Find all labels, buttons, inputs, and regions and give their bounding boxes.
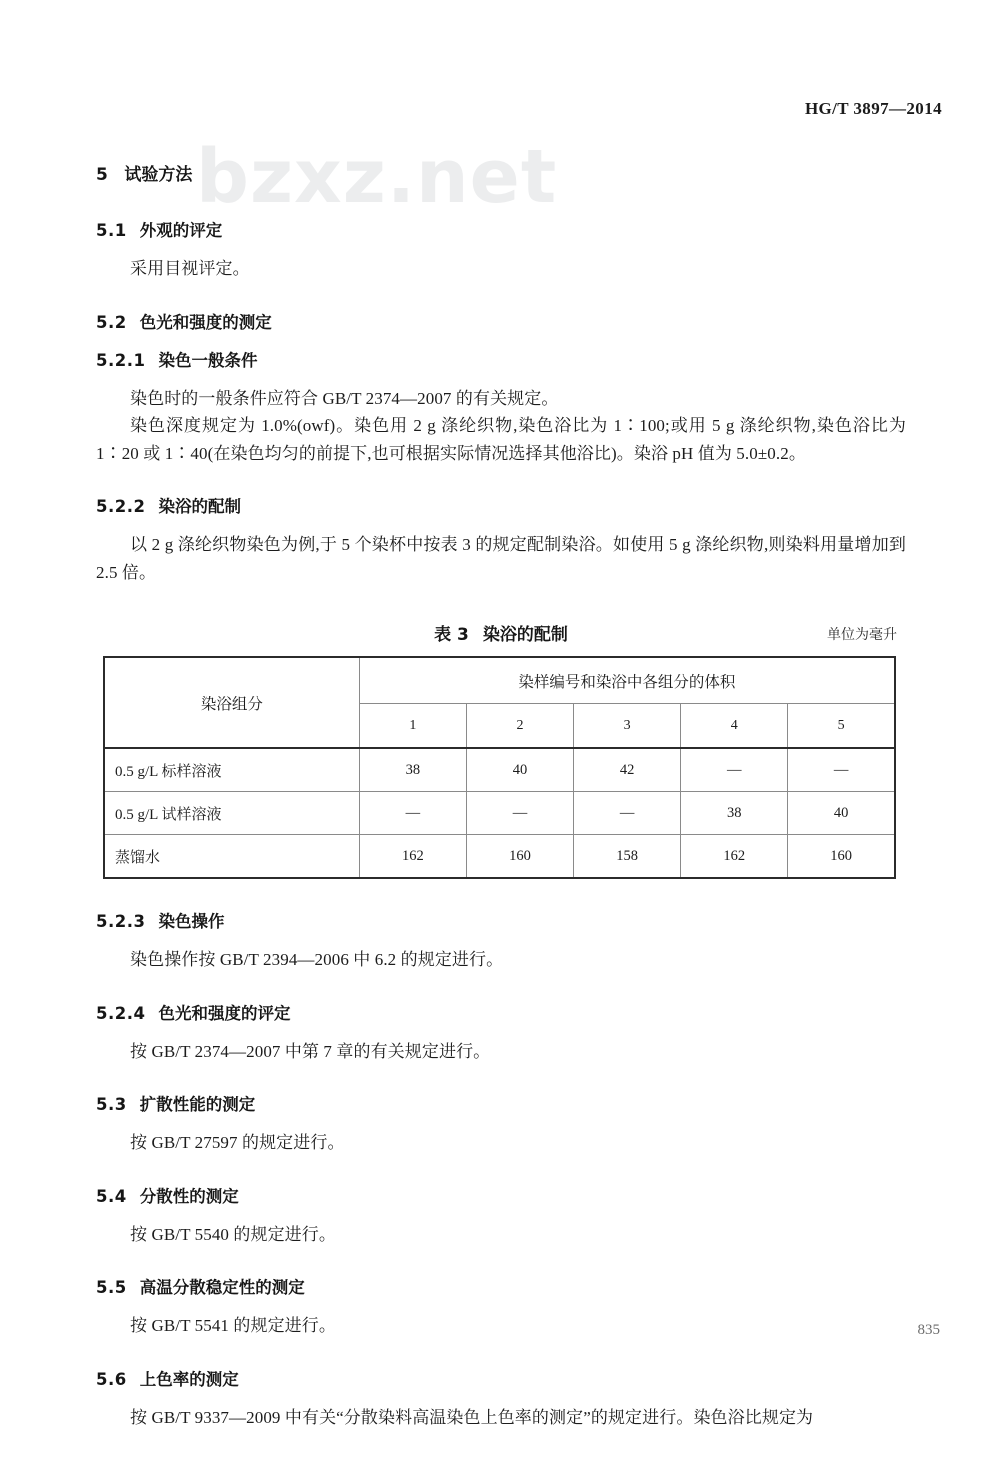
table-row-0-component: 0.5 g/L 标样溶液: [104, 748, 359, 792]
paragraph-block-5-5: [96, 1312, 906, 1340]
table-row-0-value-4: —: [681, 748, 788, 792]
table-caption-label: 表 3: [434, 625, 469, 646]
heading-section-5-1: [96, 217, 906, 241]
table-row-1-component: 0.5 g/L 试样溶液: [104, 792, 359, 835]
table-row-2-value-2: 160: [466, 835, 573, 879]
section-5-2-3-title: 染色操作: [158, 912, 225, 932]
section-5-2-2-number: 5.2.2: [96, 497, 146, 517]
table-row-0-value-1: 38: [359, 748, 466, 792]
section-5-3-number: 5.3: [96, 1095, 127, 1115]
heading-section-5-2-4: [96, 1000, 906, 1024]
table-header-sample-3: 3: [574, 704, 681, 749]
running-head-standard-code: HG/T 3897—2014: [804, 99, 942, 118]
heading-section-5-2: [96, 309, 906, 333]
section-5-5-number: 5.5: [96, 1278, 127, 1298]
section-5-2-title: 色光和强度的测定: [139, 312, 272, 332]
section-5-2-number: 5.2: [96, 312, 127, 332]
paragraph-5-2-2-1: 以 2 g 涤纶织物染色为例,于 5 个染杯中按表 3 的规定配制染浴。如使用 5 g 涤纶织物,则染料用量增加到 2.5 倍。: [96, 535, 906, 582]
table-row-1-value-4: 38: [681, 792, 788, 835]
page-content: [96, 160, 906, 1457]
table-header-span: 染样编号和染浴中各组分的体积: [359, 657, 895, 704]
paragraph-5-6-1: 按 GB/T 9337—2009 中有关“分散染料高温染色上色率的测定”的规定进行。染色浴比规定为: [130, 1407, 814, 1427]
table-caption: [96, 620, 906, 645]
paragraph-5-5-1: 按 GB/T 5541 的规定进行。: [130, 1316, 336, 1336]
section-5-2-4-number: 5.2.4: [96, 1003, 146, 1023]
paragraph-5-4-1: 按 GB/T 5540 的规定进行。: [130, 1224, 336, 1244]
table-row-2-value-1: 162: [359, 835, 466, 879]
section-5-2-4-title: 色光和强度的评定: [158, 1003, 291, 1023]
section-5-2-1-title: 染色一般条件: [158, 350, 258, 370]
paragraph-block-5-2-1: [96, 385, 906, 468]
table-caption-row: [96, 620, 906, 646]
heading-clause-5: [96, 160, 906, 185]
section-5-4-title: 分散性的测定: [139, 1186, 239, 1206]
heading-section-5-2-2: [96, 493, 906, 517]
table-row-1-value-2: —: [466, 792, 573, 835]
paragraph-5-3-1: 按 GB/T 27597 的规定进行。: [130, 1133, 345, 1153]
table-caption-title: 染浴的配制: [482, 625, 568, 646]
table-row-2-value-4: 162: [681, 835, 788, 879]
table-row: [104, 792, 895, 835]
paragraph-block-5-1: [96, 255, 906, 283]
table-header-row-1: [104, 657, 895, 704]
paragraph-block-5-2-4: [96, 1038, 906, 1066]
table-head: [104, 657, 895, 748]
table-header-sample-4: 4: [681, 704, 788, 749]
table-header-sample-5: 5: [788, 704, 895, 749]
heading-section-5-6: [96, 1366, 906, 1390]
paragraph-5-1-1: 采用目视评定。: [130, 259, 250, 278]
section-5-5-title: 高温分散稳定性的测定: [139, 1278, 305, 1298]
table-body: [104, 748, 895, 878]
table-row: [104, 835, 895, 879]
table-header-sample-1: 1: [359, 704, 466, 749]
table-row-2-value-3: 158: [574, 835, 681, 879]
heading-section-5-3: [96, 1091, 906, 1115]
table-row-2-value-5: 160: [788, 835, 895, 879]
section-5-3-title: 扩散性能的测定: [139, 1095, 256, 1115]
clause-5-title: 试验方法: [124, 165, 193, 185]
section-5-6-title: 上色率的测定: [139, 1369, 239, 1389]
section-5-2-2-title: 染浴的配制: [158, 497, 241, 517]
heading-section-5-5: [96, 1274, 906, 1298]
page-number: 835: [917, 1322, 940, 1338]
section-5-1-title: 外观的评定: [139, 221, 223, 240]
table-dyebath-composition: [103, 656, 896, 879]
table-row: [104, 748, 895, 792]
paragraph-block-5-2-3: [96, 946, 906, 974]
paragraph-block-5-2-2: [96, 531, 906, 586]
paragraph-block-5-3: [96, 1129, 906, 1157]
table-unit-note: 单位为毫升: [827, 628, 897, 644]
clause-5-number: 5: [96, 165, 109, 185]
table-row-0-value-3: 42: [574, 748, 681, 792]
table-row-1-value-1: —: [359, 792, 466, 835]
section-5-4-number: 5.4: [96, 1186, 127, 1206]
section-5-2-3-number: 5.2.3: [96, 912, 146, 932]
paragraph-block-5-6: [96, 1404, 906, 1432]
paragraph-block-5-4: [96, 1221, 906, 1249]
watermark-bzxz: bzxz.net: [196, 134, 558, 220]
table-row-0-value-5: —: [788, 748, 895, 792]
table-header-sample-2: 2: [466, 704, 573, 749]
heading-section-5-2-1: [96, 347, 906, 371]
section-5-6-number: 5.6: [96, 1369, 127, 1389]
paragraph-5-2-3-1: 染色操作按 GB/T 2394—2006 中 6.2 的规定进行。: [130, 950, 504, 970]
paragraph-5-2-4-1: 按 GB/T 2374—2007 中第 7 章的有关规定进行。: [130, 1041, 491, 1061]
table-row-0-value-2: 40: [466, 748, 573, 792]
paragraph-5-2-1-1: 染色时的一般条件应符合 GB/T 2374—2007 的有关规定。: [130, 388, 559, 408]
heading-section-5-2-3: [96, 908, 906, 932]
table-header-component: 染浴组分: [104, 657, 359, 748]
section-5-2-1-number: 5.2.1: [96, 350, 146, 370]
table-row-1-value-5: 40: [788, 792, 895, 835]
paragraph-5-2-1-2: 染色深度规定为 1.0%(owf)。染色用 2 g 涤纶织物,染色浴比为 1∶100;或用 5 g 涤纶织物,染色浴比为 1∶20 或 1∶40(在染色均匀的前提下,也可根据实际情况选择其他浴比)。染浴 pH 值为 5.0±0.2。: [96, 416, 906, 463]
table-row-1-value-3: —: [574, 792, 681, 835]
section-5-1-number: 5.1: [96, 221, 127, 240]
table-row-2-component: 蒸馏水: [104, 835, 359, 879]
heading-section-5-4: [96, 1183, 906, 1207]
